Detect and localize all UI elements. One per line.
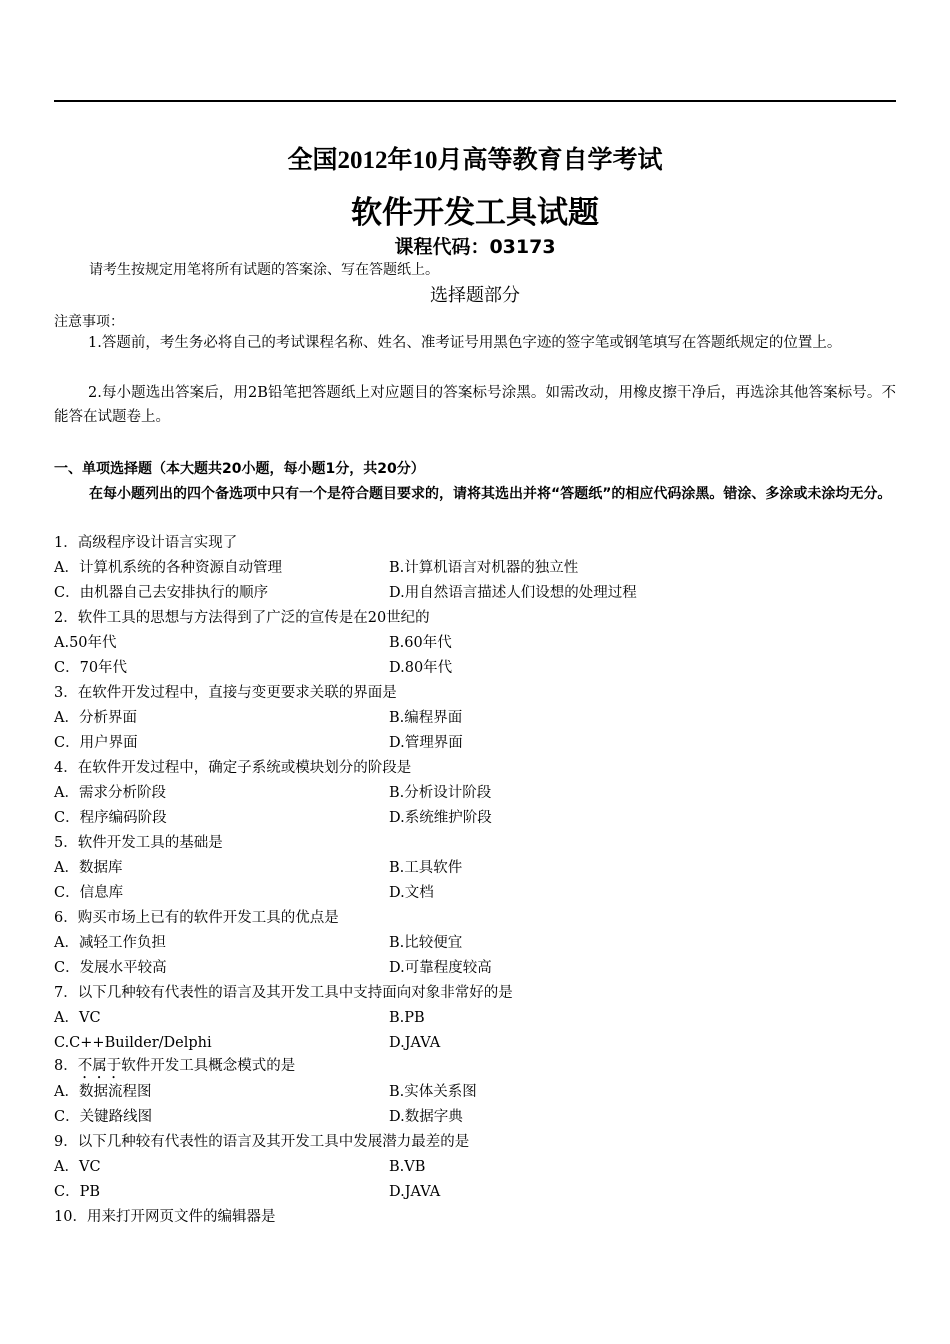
notice-item-1: 1.答题前，考生务必将自己的考试课程名称、姓名、准考证号用黑色字迹的签字笔或钢笔填写在答题纸规定的位置上。 — [88, 335, 842, 351]
question-6-option-c: C．发展水平较高 — [54, 960, 167, 976]
question-8-emphasis: 不属于 — [77, 1058, 122, 1074]
question-4-option-b: B.分析设计阶段 — [389, 785, 492, 801]
question-8-stem-text: 软件开发工具概念模式的是 — [121, 1058, 296, 1074]
question-8-option-b: B.实体关系图 — [389, 1084, 477, 1100]
notice-item-2: 2.每小题选出答案后，用2B铅笔把答题纸上对应题目的答案标号涂黑。如需改动，用橡皮擦干净后，再选涂其他答案标号。不能答在试题卷上。 — [54, 385, 896, 425]
section-title: 一、单项选择题（本大题共20小题，每小题1分，共20分） — [54, 461, 425, 477]
question-5-option-d: D.文档 — [389, 885, 434, 901]
question-3-option-d: D.管理界面 — [389, 735, 463, 751]
question-2-option-a: A.50年代 — [54, 635, 117, 651]
question-8-stem — [54, 1054, 904, 1079]
question-5-option-b: B.工具软件 — [389, 860, 463, 876]
question-8-number: 8． — [54, 1058, 78, 1074]
question-5-option-c: C．信息库 — [54, 885, 124, 901]
question-6-option-d: D.可靠程度较高 — [389, 960, 492, 976]
section-note: 在每小题列出的四个备选项中只有一个是符合题目要求的，请将其选出并将“答题纸”的相应代码涂黑。错涂、多涂或未涂均无分。 — [89, 486, 892, 502]
question-9-stem: 9．以下几种较有代表性的语言及其开发工具中发展潜力最差的是 — [54, 1134, 470, 1150]
question-2-option-b: B.60年代 — [389, 635, 452, 651]
question-9-option-b: B.VB — [389, 1159, 426, 1175]
question-8-option-a: A．数据流程图 — [54, 1084, 152, 1100]
question-4-option-c: C．程序编码阶段 — [54, 810, 167, 826]
question-6-option-b: B.比较便宜 — [389, 935, 463, 951]
question-1-option-a: A．计算机系统的各种资源自动管理 — [54, 560, 282, 576]
question-2-option-d: D.80年代 — [389, 660, 453, 676]
question-7-option-b: B.PB — [389, 1010, 425, 1026]
question-8-option-d: D.数据字典 — [389, 1109, 463, 1125]
question-9-option-d: D.JAVA — [389, 1184, 441, 1200]
question-7-stem: 7．以下几种较有代表性的语言及其开发工具中支持面向对象非常好的是 — [54, 985, 513, 1001]
subject-title: 软件开发工具试题 — [351, 195, 599, 231]
question-1-option-c: C．由机器自己去安排执行的顺序 — [54, 585, 269, 601]
question-2-option-c: C．70年代 — [54, 660, 128, 676]
course-code: 课程代码：03173 — [394, 236, 556, 258]
question-5-stem: 5．软件开发工具的基础是 — [54, 835, 223, 851]
notice-heading: 注意事项： — [54, 314, 124, 330]
question-4-option-d: D.系统维护阶段 — [389, 810, 492, 826]
question-10-stem: 10．用来打开网页文件的编辑器是 — [54, 1209, 276, 1225]
question-1-option-d: D.用自然语言描述人们设想的处理过程 — [389, 585, 637, 601]
question-1-stem: 1．高级程序设计语言实现了 — [54, 535, 238, 551]
question-3-option-b: B.编程界面 — [389, 710, 463, 726]
exam-title: 全国2012年10月高等教育自学考试 — [287, 147, 663, 174]
question-9-option-a: A．VC — [54, 1159, 101, 1175]
question-7-option-a: A．VC — [54, 1010, 101, 1026]
part-title: 选择题部分 — [430, 285, 520, 306]
question-5-option-a: A．数据库 — [54, 860, 123, 876]
header-rule — [54, 100, 896, 102]
question-4-option-a: A．需求分析阶段 — [54, 785, 166, 801]
question-3-option-c: C．用户界面 — [54, 735, 138, 751]
question-3-option-a: A．分析界面 — [54, 710, 137, 726]
question-3-stem: 3．在软件开发过程中，直接与变更要求关联的界面是 — [54, 685, 397, 701]
question-8-option-c: C．关键路线图 — [54, 1109, 153, 1125]
question-1-option-b: B.计算机语言对机器的独立性 — [389, 560, 579, 576]
question-9-option-c: C．PB — [54, 1184, 101, 1200]
question-6-stem: 6．购买市场上已有的软件开发工具的优点是 — [54, 910, 339, 926]
question-6-option-a: A．减轻工作负担 — [54, 935, 166, 951]
question-4-stem: 4．在软件开发过程中，确定子系统或模块划分的阶段是 — [54, 760, 412, 776]
question-7-option-c: C.C++Builder/Delphi — [54, 1035, 212, 1051]
exam-instruction: 请考生按规定用笔将所有试题的答案涂、写在答题纸上。 — [89, 262, 439, 278]
question-7-option-d: D.JAVA — [389, 1035, 441, 1051]
question-2-stem: 2．软件工具的思想与方法得到了广泛的宣传是在20世纪的 — [54, 610, 430, 626]
